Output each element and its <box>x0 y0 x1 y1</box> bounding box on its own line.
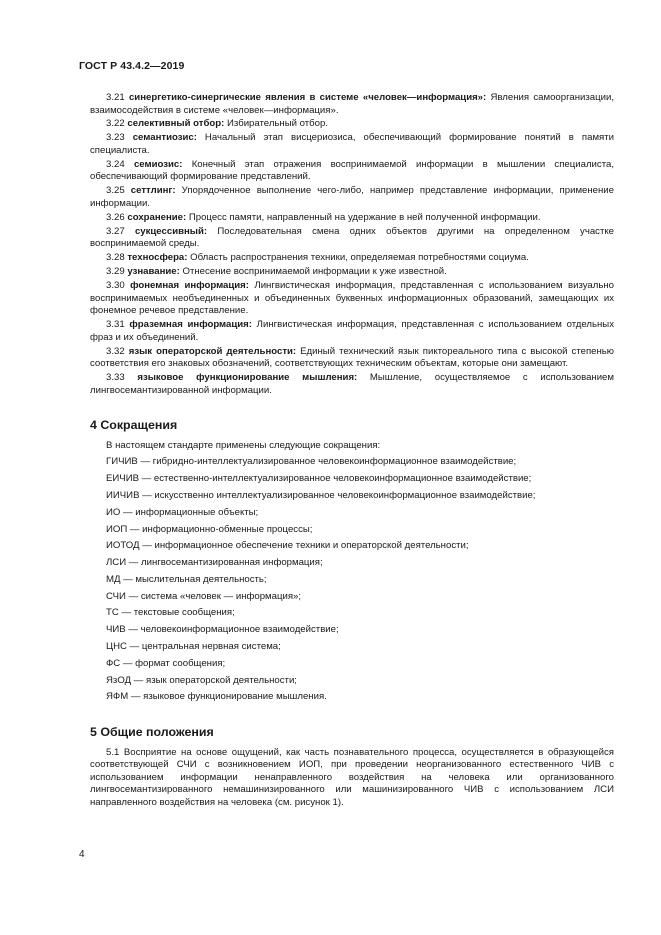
term-text: Упорядоченное выполнение чего-либо, например представление информации, применение информации. <box>90 185 615 209</box>
abbreviation-item: ИОП — информационно-обменные процессы; <box>106 523 313 535</box>
term-text: Отнесение воспринимаемой информации к уже известной. <box>179 266 447 278</box>
terms-list <box>90 92 614 397</box>
abbreviation-item: ФС — формат сообщения; <box>106 657 226 669</box>
abbreviation-item: ГИЧИВ — гибридно-интеллектуализированное человекоинформационное взаимодействие; <box>106 456 517 468</box>
term-number: 3.32 <box>106 345 125 357</box>
term-name: селективный отбор: <box>127 118 225 130</box>
term-name: семантиозис: <box>132 132 197 144</box>
abbreviation-item: ЧИВ — человекоинформационное взаимодействие; <box>106 624 339 636</box>
term-text: Начальный этап висцериозиса, обеспечивающий формирование понятий в памяти специалиста. <box>90 132 614 156</box>
term-number: 3.23 <box>106 132 125 144</box>
term-number: 3.31 <box>106 319 125 331</box>
term-name: узнавание: <box>127 266 180 278</box>
term-number: 3.22 <box>106 118 125 130</box>
term-number: 3.27 <box>106 225 125 237</box>
term-definition <box>90 319 614 344</box>
term-name: сохранение: <box>127 211 187 223</box>
abbreviation-item: МД — мыслительная деятельность; <box>106 573 267 585</box>
abbreviation-item: ИИЧИВ — искусственно интеллектуализированное человекоинформационное взаимодействие; <box>106 489 536 501</box>
term-text: Избирательный отбор. <box>224 118 328 130</box>
term-definition <box>90 252 614 265</box>
abbreviations-list <box>90 456 614 704</box>
term-name: техносфера: <box>127 252 188 264</box>
term-text: Процесс памяти, направленный на удержание в ней полученной информации. <box>186 211 541 223</box>
term-name: семиозис: <box>133 158 183 170</box>
section-5-heading: 5 Общие положения <box>90 724 214 739</box>
term-name: сеттлинг: <box>130 185 176 197</box>
term-definition <box>90 280 614 318</box>
abbreviation-item: ИО — информационные объекты; <box>106 506 259 518</box>
abbreviation-item: ЕИЧИВ — естественно-интеллектуализированное человекоинформационное взаимодействие; <box>106 473 532 485</box>
section-4-heading: 4 Сокращения <box>90 418 178 433</box>
term-text: Лингвистическая информация, представленная с использованием визуально воспринимаемых необъединенных и объединенных буквенных информационных образований, замещающих их фонемное речевое представление. <box>90 279 614 317</box>
section-4-intro: В настоящем стандарте применены следующие сокращения: <box>106 439 381 451</box>
term-text: Область распространения техники, определяемая потребностями социума. <box>187 252 529 264</box>
term-definition <box>90 92 614 117</box>
term-definition <box>90 266 614 279</box>
term-text: Конечный этап отражения воспринимаемой информации в мышлении специалиста, обеспечивающий формирование представлений. <box>90 158 614 183</box>
term-name: фонемная информация: <box>130 279 249 291</box>
term-name: фраземная информация: <box>129 319 252 331</box>
abbreviation-item: ЛСИ — лингвосемантизированная информация; <box>106 557 323 569</box>
term-definition <box>90 185 614 210</box>
term-name: язык операторской деятельности: <box>128 345 297 357</box>
term-definition <box>90 118 614 131</box>
document-header: ГОСТ Р 43.4.2—2019 <box>79 60 185 72</box>
abbreviation-item: ТС — текстовые сообщения; <box>106 607 235 619</box>
term-definition <box>90 372 614 397</box>
abbreviation-item: ЯФМ — языковое функционирование мышления. <box>106 691 327 703</box>
abbreviation-item: ЯзОД — язык операторской деятельности; <box>106 674 297 686</box>
term-number: 3.25 <box>106 185 125 197</box>
term-text: Последовательная смена одних объектов другими на определенном участке воспринимаемой среды. <box>90 225 615 250</box>
term-text: Лингвистическая информация, представленная с использованием отдельных фраз и их объединений. <box>90 319 615 343</box>
term-number: 3.24 <box>106 158 125 170</box>
abbreviation-item: СЧИ — система «человек — информация»; <box>106 590 302 602</box>
term-definition <box>90 159 614 184</box>
term-name: сукцессивный: <box>134 225 208 237</box>
term-text: Явления самоорганизации, взаимосодействия в системе «человек—информация». <box>90 92 614 116</box>
abbreviation-item: ЦНС — центральная нервная система; <box>106 641 281 652</box>
term-number: 3.21 <box>106 92 125 103</box>
term-name: языковое функционирование мышления: <box>137 372 358 384</box>
term-number: 3.28 <box>106 252 125 264</box>
section-5-paragraph: 5.1 Восприятие на основе ощущений, как часть познавательного процесса, осуществляется в образующейся соответствующей СЧИ с возникновением ИОП, при проведении неорганизованного естественного ЧИВ с использованием информации ненаправленного воздействия на человека или организованного лингвосемантизированного немашинизированного или машинизированного ЧИВ с использованием ЛСИ направленного воздействия на человека (см. рисунок 1). <box>90 746 614 808</box>
document-body <box>90 92 614 810</box>
term-number: 3.29 <box>106 266 125 278</box>
term-name: синергетико-синергические явления в системе «человек—информация»: <box>128 92 487 103</box>
term-text: Мышление, осуществляемое с использованием лингвосемантизированной информации. <box>90 372 614 396</box>
term-number: 3.33 <box>106 372 125 384</box>
term-definition <box>90 132 614 157</box>
term-number: 3.26 <box>106 211 125 223</box>
abbreviation-item: ИОТОД — информационное обеспечение техники и операторской деятельности; <box>106 540 469 552</box>
term-definition <box>90 212 614 225</box>
term-definition <box>90 226 614 251</box>
page-number: 4 <box>79 849 85 860</box>
term-text: Единый технический язык пиктореального типа с высокой степенью соответствия его знаковых обозначений, соответствующих техническим объектам, которые они замещают. <box>90 345 614 370</box>
term-definition <box>90 346 614 371</box>
term-number: 3.30 <box>106 279 125 291</box>
